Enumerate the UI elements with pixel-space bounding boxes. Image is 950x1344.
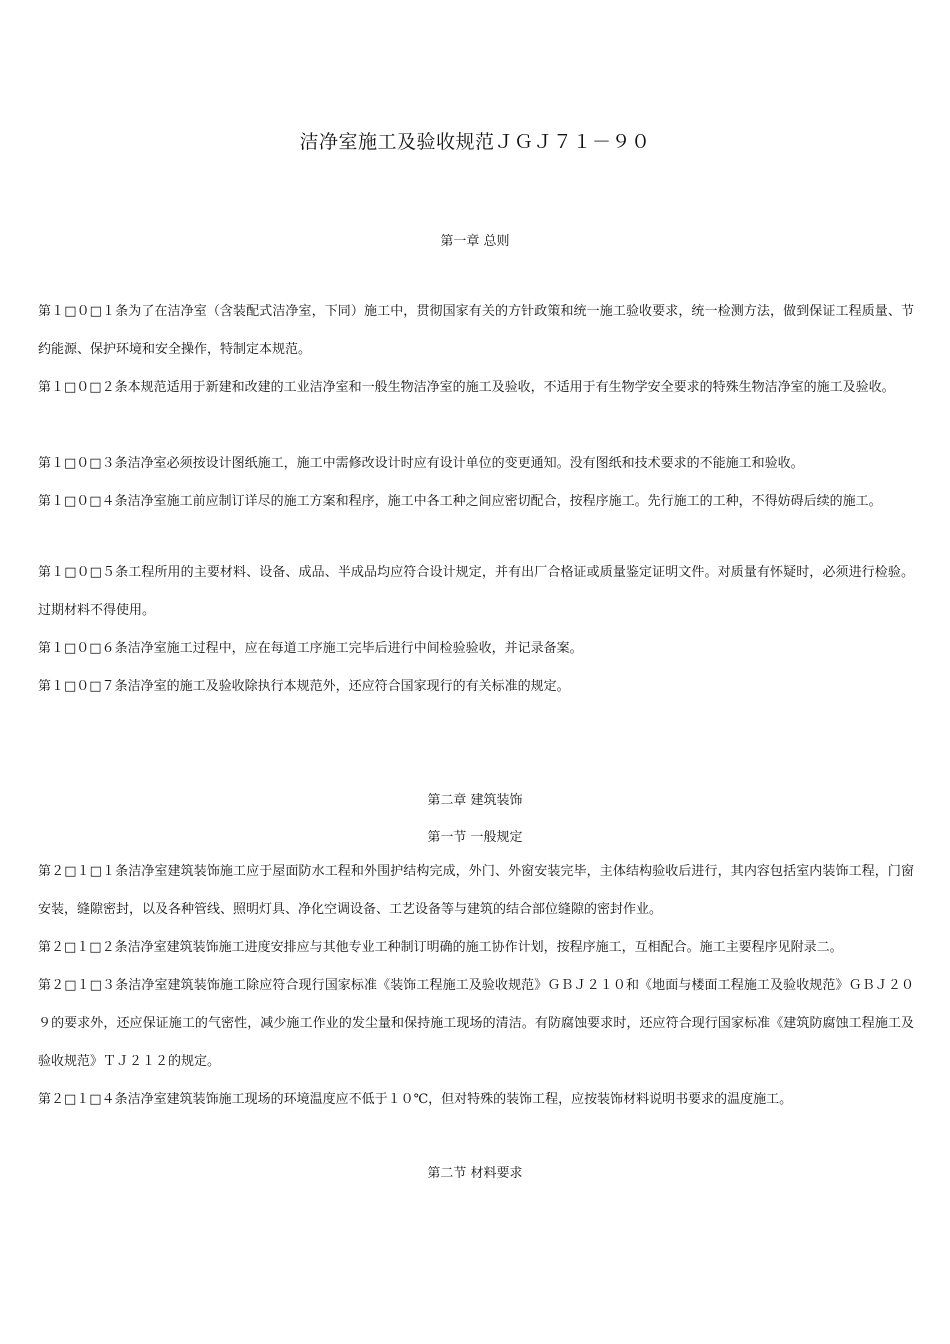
document-title: 洁净室施工及验收规范ＪＧＪ７１－９０ — [299, 131, 651, 153]
article-1-0-6: 第１□０□６条洁净室施工过程中，应在每道工序施工完毕后进行中间检验验收，并记录备案。 — [38, 641, 583, 656]
article-1-0-4: 第１□０□４条洁净室施工前应制订详尽的施工方案和程序，施工中各工种之间应密切配合，按程序施工。先行施工的工种，不得妨碍后续的施工。 — [38, 494, 882, 509]
article-2-1-1: 第２□１□１条洁净室建筑装饰施工应于屋面防水工程和外围护结构完成，外门、外窗安装完毕，主体结构验收后进行，其内容包括室内装饰工程，门窗安装，缝隙密封，以及各种管线、照明灯具、净化空调设备、工艺设备等与建筑的结合部位缝隙的密封作业。 — [38, 864, 914, 917]
article-1-0-2: 第１□０□２条本规范适用于新建和改建的工业洁净室和一般生物洁净室的施工及验收，不适用于有生物学安全要求的特殊生物洁净室的施工及验收。 — [38, 380, 895, 395]
article-1-0-3: 第１□０□３条洁净室必须按设计图纸施工，施工中需修改设计时应有设计单位的变更通知。没有图纸和技术要求的不能施工和验收。 — [38, 456, 804, 471]
section-1-heading: 第一节 一般规定 — [427, 830, 523, 845]
article-2-1-3: 第２□１□３条洁净室建筑装饰施工除应符合现行国家标准《装饰工程施工及验收规范》ＧＢＪ２１０和《地面与楼面工程施工及验收规范》ＧＢＪ２０９的要求外，还应保证施工的气密性，减少施工作业的发尘量和保持施工现场的清洁。有防腐蚀要求时，还应符合现行国家标准《建筑防腐蚀工程施工及验收规范》ＴＪ２１２的规定。 — [38, 978, 914, 1069]
article-2-1-4: 第２□１□４条洁净室建筑装饰施工现场的环境温度应不低于１０℃，但对特殊的装饰工程，应按装饰材料说明书要求的温度施工。 — [38, 1092, 793, 1107]
section-2-heading: 第二节 材料要求 — [427, 1166, 523, 1181]
chapter-1-heading: 第一章 总则 — [440, 234, 510, 249]
article-1-0-7: 第１□０□７条洁净室的施工及验收除执行本规范外，还应符合国家现行的有关标准的规定。 — [38, 679, 570, 694]
chapter-2-heading: 第二章 建筑装饰 — [427, 793, 523, 808]
article-2-1-2: 第２□１□２条洁净室建筑装饰施工进度安排应与其他专业工种制订明确的施工协作计划，按程序施工，互相配合。施工主要程序见附录二。 — [38, 940, 843, 955]
article-1-0-5: 第１□０□５条工程所用的主要材料、设备、成品、半成品均应符合设计规定，并有出厂合格证或质量鉴定证明文件。对质量有怀疑时，必须进行检验。过期材料不得使用。 — [38, 565, 914, 618]
article-1-0-1: 第１□０□１条为了在洁净室（含装配式洁净室，下同）施工中，贯彻国家有关的方针政策和统一施工验收要求，统一检测方法，做到保证工程质量、节约能源、保护环境和安全操作，特制定本规范。 — [38, 304, 914, 357]
